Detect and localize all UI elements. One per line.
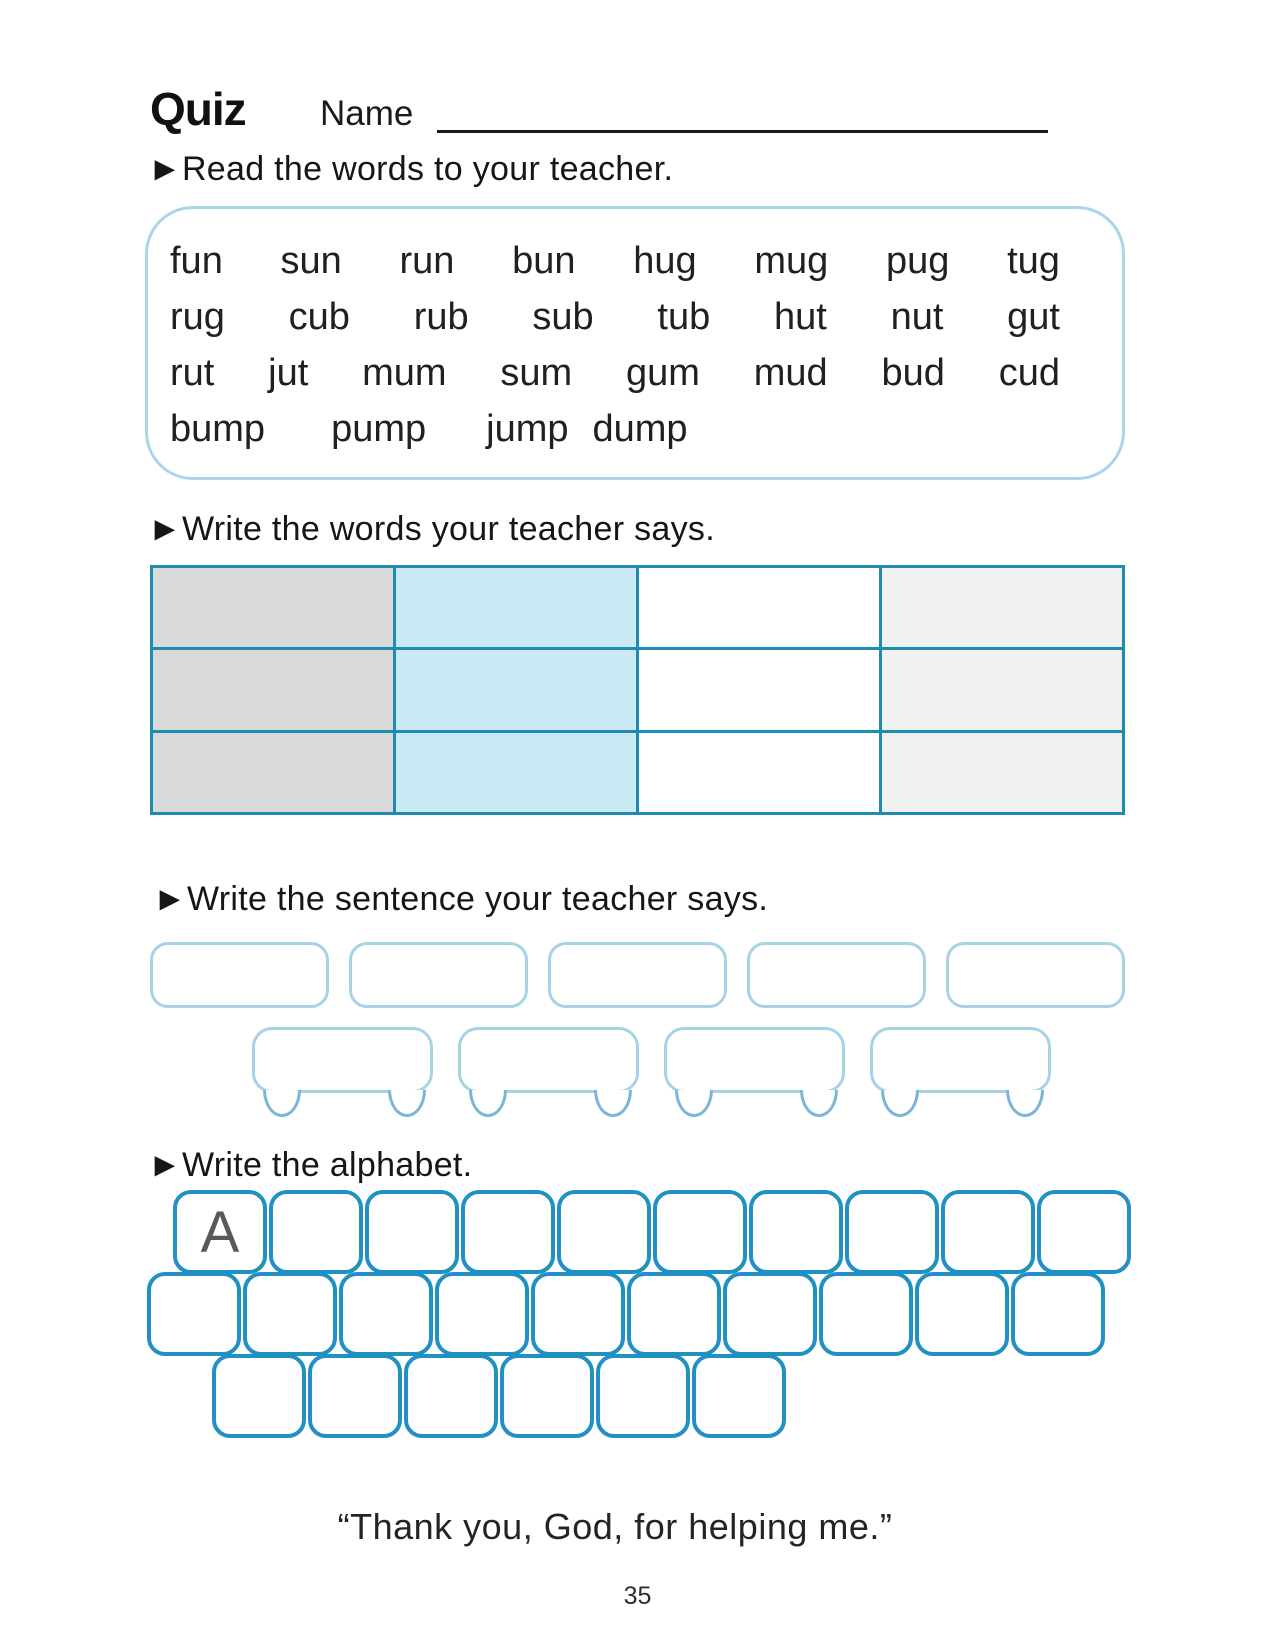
word-row xyxy=(170,401,1060,457)
word-box xyxy=(145,206,1125,480)
table-row xyxy=(153,650,1122,732)
alphabet-key[interactable] xyxy=(365,1190,459,1274)
word: rut xyxy=(170,351,215,394)
instruction-read-words: ►Read the words to your teacher. xyxy=(148,150,674,188)
alphabet-key[interactable] xyxy=(596,1354,690,1438)
bus-wheel-icon xyxy=(881,1090,919,1117)
word: gum xyxy=(626,351,700,394)
sentence-box-row xyxy=(150,942,1125,1008)
word: pump xyxy=(331,407,427,450)
word: sub xyxy=(532,295,594,338)
alphabet-keyboard xyxy=(0,1190,1275,1438)
answer-cell[interactable] xyxy=(882,650,1122,729)
alphabet-key[interactable] xyxy=(404,1354,498,1438)
write-words-table xyxy=(150,565,1125,815)
word: sum xyxy=(500,351,573,394)
word: tub xyxy=(657,295,711,338)
alphabet-key[interactable] xyxy=(1037,1190,1131,1274)
word: fun xyxy=(170,239,223,282)
word-row xyxy=(170,345,1060,401)
word: gut xyxy=(1007,295,1060,338)
instruction-write-alphabet: ►Write the alphabet. xyxy=(148,1146,473,1184)
word: cub xyxy=(288,295,350,338)
word: cud xyxy=(998,351,1060,394)
bus-wheel-icon xyxy=(1006,1090,1044,1117)
bus-box[interactable] xyxy=(870,1027,1051,1093)
alphabet-key[interactable] xyxy=(557,1190,651,1274)
alphabet-key[interactable] xyxy=(941,1190,1035,1274)
alphabet-key[interactable] xyxy=(653,1190,747,1274)
answer-cell[interactable] xyxy=(882,568,1122,647)
alphabet-key[interactable] xyxy=(819,1272,913,1356)
word: dump xyxy=(592,407,688,450)
key-row xyxy=(212,1354,1275,1438)
alphabet-key[interactable] xyxy=(212,1354,306,1438)
bus-box[interactable] xyxy=(252,1027,433,1093)
word: bun xyxy=(512,239,576,282)
alphabet-key[interactable] xyxy=(692,1354,786,1438)
word: mug xyxy=(754,239,829,282)
bus-wheel-icon xyxy=(469,1090,507,1117)
word-row xyxy=(170,233,1060,289)
sentence-box[interactable] xyxy=(548,942,727,1008)
alphabet-key[interactable] xyxy=(269,1190,363,1274)
answer-cell[interactable] xyxy=(639,733,882,812)
alphabet-key[interactable] xyxy=(500,1354,594,1438)
alphabet-key[interactable] xyxy=(1011,1272,1105,1356)
alphabet-key[interactable] xyxy=(339,1272,433,1356)
word: bump xyxy=(170,407,266,450)
answer-cell[interactable] xyxy=(153,568,396,647)
alphabet-key-a[interactable]: A xyxy=(173,1190,267,1274)
sentence-box[interactable] xyxy=(946,942,1125,1008)
word: hut xyxy=(773,295,827,338)
word: jump xyxy=(486,407,569,450)
answer-cell[interactable] xyxy=(153,650,396,729)
bus-wheel-icon xyxy=(675,1090,713,1117)
word: rug xyxy=(170,295,225,338)
instruction-write-words: ►Write the words your teacher says. xyxy=(148,510,715,548)
page-number: 35 xyxy=(623,1582,652,1610)
word: run xyxy=(399,239,455,282)
sentence-box[interactable] xyxy=(150,942,329,1008)
word: bud xyxy=(881,351,945,394)
answer-cell[interactable] xyxy=(396,650,639,729)
bus-wheel-icon xyxy=(594,1090,632,1117)
bus-wheel-icon xyxy=(263,1090,301,1117)
sentence-bus-row xyxy=(252,1027,1051,1093)
key-row xyxy=(173,1190,1275,1274)
instruction-write-sentence: ►Write the sentence your teacher says. xyxy=(153,880,769,918)
alphabet-key[interactable] xyxy=(435,1272,529,1356)
table-row xyxy=(153,733,1122,812)
word: hug xyxy=(633,239,697,282)
answer-cell[interactable] xyxy=(153,733,396,812)
name-input-line[interactable] xyxy=(437,96,1048,133)
word: sun xyxy=(280,239,342,282)
word: rub xyxy=(413,295,469,338)
word: tug xyxy=(1007,239,1060,282)
alphabet-key[interactable] xyxy=(915,1272,1009,1356)
bus-wheel-icon xyxy=(800,1090,838,1117)
alphabet-key[interactable] xyxy=(531,1272,625,1356)
bus-box[interactable] xyxy=(458,1027,639,1093)
footer-quote: “Thank you, God, for helping me.” xyxy=(337,1506,893,1547)
alphabet-key[interactable] xyxy=(147,1272,241,1356)
alphabet-key[interactable] xyxy=(461,1190,555,1274)
answer-cell[interactable] xyxy=(639,650,882,729)
sentence-box[interactable] xyxy=(747,942,926,1008)
alphabet-key[interactable] xyxy=(749,1190,843,1274)
answer-cell[interactable] xyxy=(882,733,1122,812)
answer-cell[interactable] xyxy=(639,568,882,647)
table-row xyxy=(153,568,1122,650)
answer-cell[interactable] xyxy=(396,733,639,812)
alphabet-key[interactable] xyxy=(243,1272,337,1356)
word: mum xyxy=(362,351,447,394)
word: jut xyxy=(268,351,309,394)
word: mud xyxy=(753,351,828,394)
word: pug xyxy=(885,239,950,282)
bus-wheel-icon xyxy=(388,1090,426,1117)
word: nut xyxy=(890,295,944,338)
alphabet-key[interactable] xyxy=(308,1354,402,1438)
alphabet-key[interactable] xyxy=(845,1190,939,1274)
sentence-box[interactable] xyxy=(349,942,528,1008)
key-row xyxy=(147,1272,1275,1356)
answer-cell[interactable] xyxy=(396,568,639,647)
word-row xyxy=(170,289,1060,345)
alphabet-key[interactable] xyxy=(723,1272,817,1356)
page-title: Quiz xyxy=(150,83,246,135)
bus-box[interactable] xyxy=(664,1027,845,1093)
name-label: Name xyxy=(320,94,414,133)
alphabet-key[interactable] xyxy=(627,1272,721,1356)
